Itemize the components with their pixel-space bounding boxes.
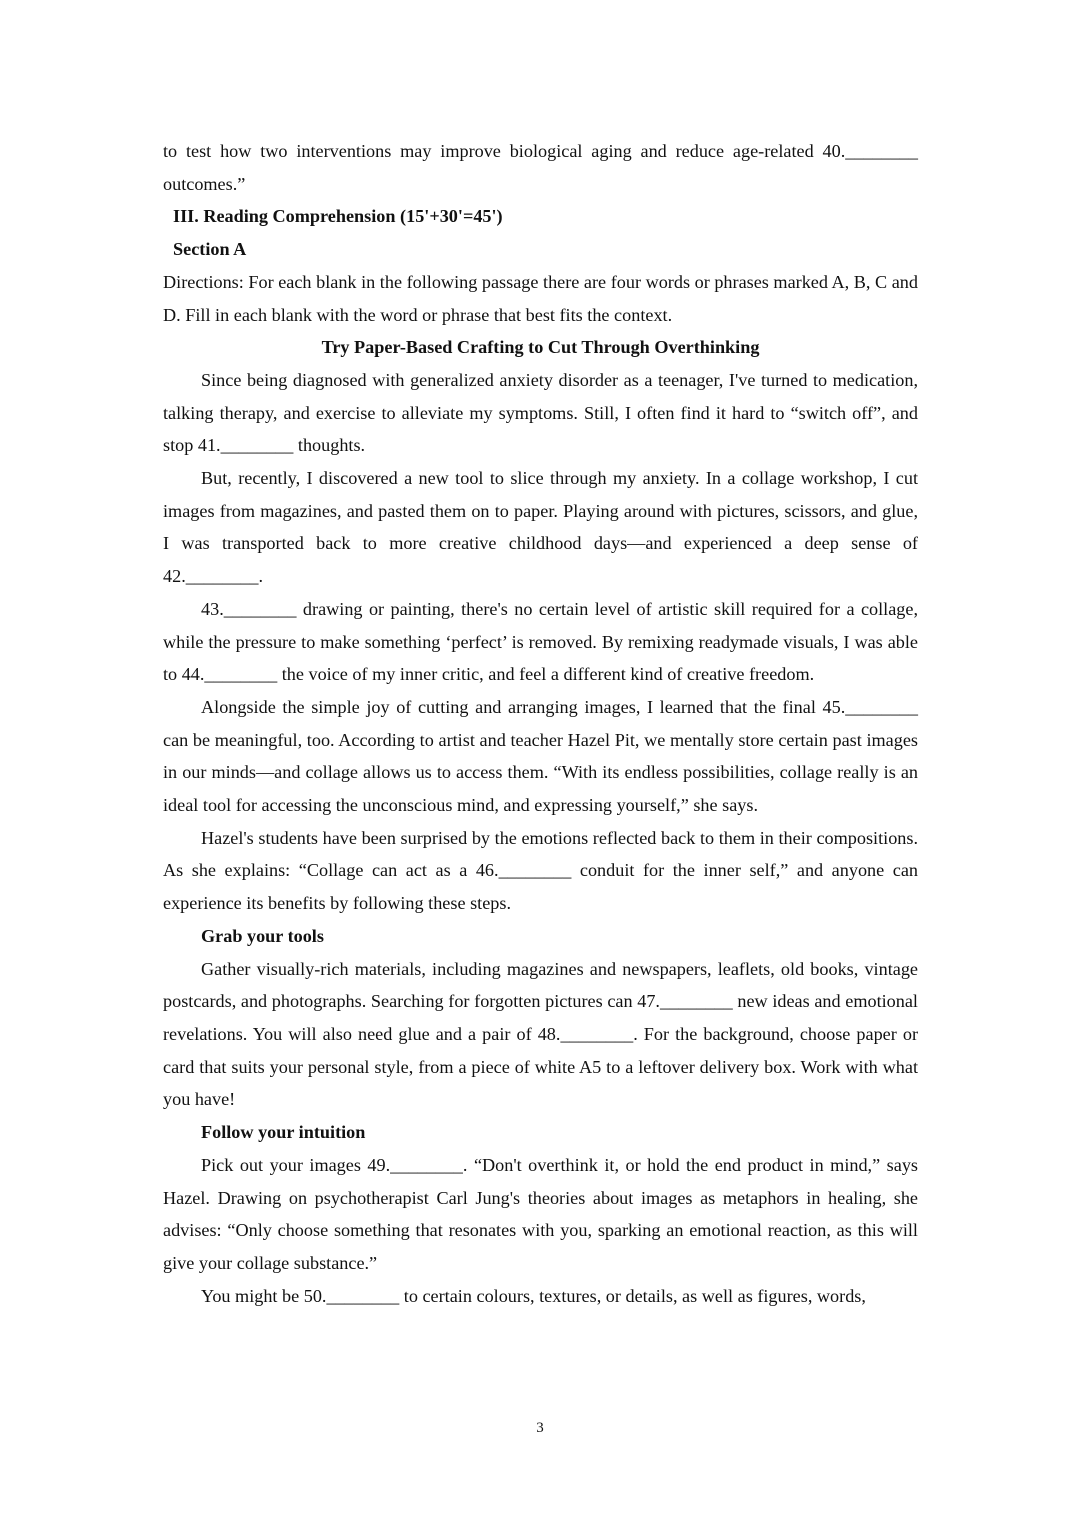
directions: Directions: For each blank in the following passage there are four words or phrases marked A, B, C and D. Fill in each blank with the word or phrase that best fits the context. bbox=[163, 271, 918, 325]
paragraph: Pick out your images 49.________. “Don't overthink it, or hold the end product in mind,” says Hazel. Drawing on psychotherapist Carl Jung's theories about images as metaphors in healing, she advises: “Only choose something that resonates with you, sparking an emotional reaction, as this will give your collage substance.” bbox=[163, 1154, 918, 1273]
page-content bbox=[163, 135, 918, 1312]
subheading-grab-your-tools: Grab your tools bbox=[201, 925, 324, 946]
paragraph: Gather visually-rich materials, including magazines and newspapers, leaflets, old books, vintage postcards, and photographs. Searching for forgotten pictures can 47.________ new ideas and emotional revelations. You will also need glue and a pair of 48.________. For the background, choose paper or card that suits your personal style, from a piece of white A5 to a leftover delivery box. Work with what you have! bbox=[163, 958, 918, 1110]
paragraph: Alongside the simple joy of cutting and arranging images, I learned that the final 45.________ can be meaningful, too. According to artist and teacher Hazel Pit, we mentally store certain past images in our minds—and collage allows us to access them. “With its endless possibilities, collage really is an ideal tool for accessing the unconscious mind, and expressing yourself,” she says. bbox=[163, 696, 918, 816]
paragraph: Hazel's students have been surprised by the emotions reflected back to them in their compositions. As she explains: “Collage can act as a 46.________ conduit for the inner self,” and anyone can experience its benefits by following these steps. bbox=[163, 827, 918, 914]
paragraph: 43.________ drawing or painting, there's no certain level of artistic skill required for a collage, while the pressure to make something ‘perfect’ is removed. By remixing readymade visuals, I was able to 44.________ the voice of my inner critic, and feel a different kind of creative freedom. bbox=[163, 598, 918, 685]
passage-title: Try Paper-Based Crafting to Cut Through Overthinking bbox=[321, 337, 760, 358]
paragraph: But, recently, I discovered a new tool to slice through my anxiety. In a collage workshop, I cut images from magazines, and pasted them on to paper. Playing around with pictures, scissors, and glue, I was transported back to more creative childhood days—and experienced a deep sense of 42.________. bbox=[163, 468, 918, 587]
section-subheading: Section A bbox=[173, 239, 247, 260]
paragraph: Since being diagnosed with generalized anxiety disorder as a teenager, I've turned to medication, talking therapy, and exercise to alleviate my symptoms. Still, I often find it hard to “switch off”, and stop 41.________ thoughts. bbox=[163, 369, 918, 456]
subheading-follow-your-intuition: Follow your intuition bbox=[201, 1122, 366, 1143]
section-heading: III. Reading Comprehension (15'+30'=45') bbox=[173, 206, 503, 227]
paragraph: You might be 50.________ to certain colours, textures, or details, as well as figures, words, bbox=[201, 1285, 866, 1306]
page-number: 3 bbox=[536, 1420, 544, 1436]
paragraph-continuation: to test how two interventions may improve biological aging and reduce age-related 40.________ outcomes.” bbox=[163, 141, 918, 194]
